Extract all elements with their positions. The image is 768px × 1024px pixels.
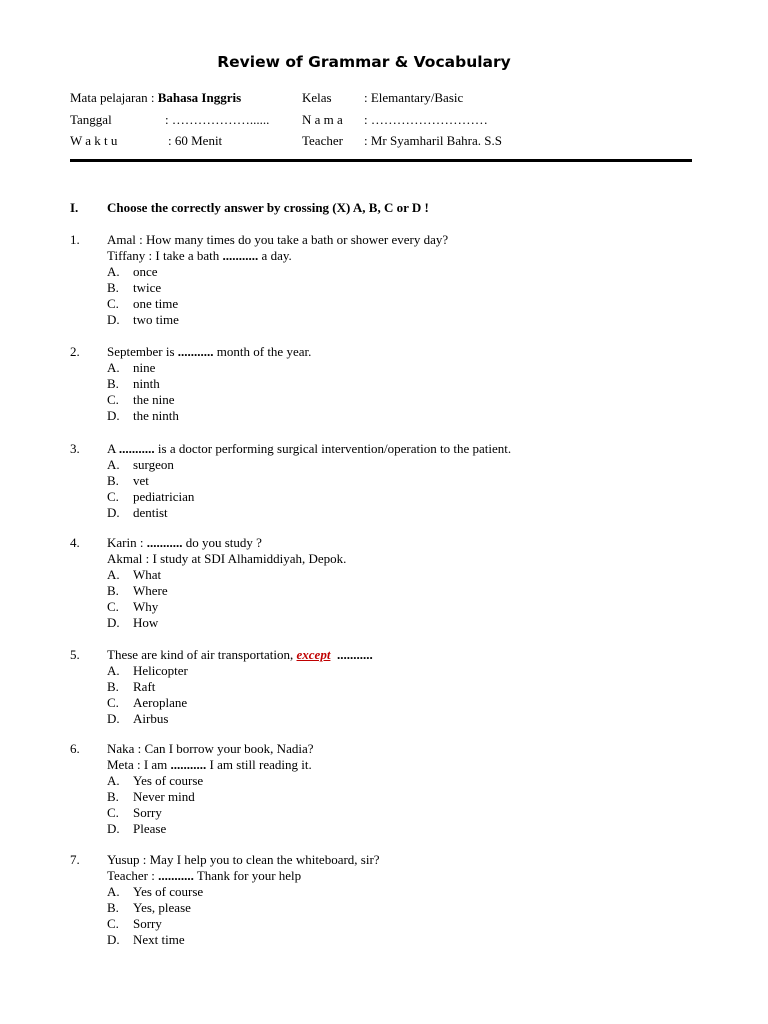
answer-blank: ........... — [170, 757, 207, 772]
name-label: N a m a — [302, 112, 343, 127]
question-text: These are kind of air transportation, except ........... — [107, 647, 373, 662]
header-divider — [70, 159, 692, 162]
option-b[interactable]: B. Where — [107, 583, 168, 598]
question-text: Akmal : I study at SDI Alhamiddiyah, Depok. — [107, 551, 347, 566]
option-b[interactable]: B. Never mind — [107, 789, 195, 804]
option-b[interactable]: B. Yes, please — [107, 900, 191, 915]
question-6 — [70, 741, 710, 837]
question-number: 2. — [70, 344, 80, 359]
subject-value: Bahasa Inggris — [157, 90, 242, 105]
option-a[interactable]: A. surgeon — [107, 457, 174, 472]
question-1 — [70, 232, 710, 328]
class-label: Kelas — [302, 90, 332, 105]
question-number: 6. — [70, 741, 80, 756]
option-b[interactable]: B. vet — [107, 473, 149, 488]
option-d[interactable]: D. dentist — [107, 505, 168, 520]
time-label: W a k t u — [70, 133, 118, 148]
except-keyword: except — [296, 647, 331, 662]
option-c[interactable]: C. Aeroplane — [107, 695, 188, 710]
option-d[interactable]: D. Please — [107, 821, 167, 836]
section-instruction: Choose the correctly answer by crossing (X) A, B, C or D ! — [107, 200, 429, 215]
answer-blank: ........... — [336, 647, 373, 662]
option-a[interactable]: A. What — [107, 567, 162, 582]
option-c[interactable]: C. Why — [107, 599, 159, 614]
date-value: : ………………...... — [165, 112, 270, 127]
class-value: : Elemantary/Basic — [364, 90, 464, 105]
option-c[interactable]: C. Sorry — [107, 805, 162, 820]
question-text: Tiffany : I take a bath ........... a day. — [107, 248, 292, 263]
question-3 — [70, 441, 710, 521]
time-value: : 60 Menit — [168, 133, 223, 148]
option-c[interactable]: C. the nine — [107, 392, 175, 407]
question-text: A ........... is a doctor performing surgical intervention/operation to the patient. — [107, 441, 512, 456]
subject-label: Mata pelajaran : — [70, 90, 155, 105]
question-text: Naka : Can I borrow your book, Nadia? — [107, 741, 314, 756]
option-c[interactable]: C. pediatrician — [107, 489, 195, 504]
answer-blank: ........... — [177, 344, 214, 359]
question-text: Karin : ........... do you study ? — [107, 535, 262, 550]
option-a[interactable]: A. nine — [107, 360, 156, 375]
option-a[interactable]: A. Yes of course — [107, 773, 204, 788]
question-number: 7. — [70, 852, 80, 867]
question-number: 3. — [70, 441, 80, 456]
question-7 — [70, 852, 710, 948]
teacher-label: Teacher — [302, 133, 343, 148]
option-d[interactable]: D. two time — [107, 312, 179, 327]
option-b[interactable]: B. ninth — [107, 376, 160, 391]
question-text: Teacher : ........... Thank for your help — [107, 868, 302, 883]
option-d[interactable]: D. the ninth — [107, 408, 179, 423]
question-text: Meta : I am ........... I am still reading it. — [107, 757, 312, 772]
answer-blank: ........... — [118, 441, 155, 456]
question-number: 1. — [70, 232, 80, 247]
page-title: Review of Grammar & Vocabulary — [217, 53, 511, 71]
option-d[interactable]: D. Airbus — [107, 711, 169, 726]
option-d[interactable]: D. How — [107, 615, 159, 630]
name-value: : ……………………… — [364, 112, 488, 127]
option-c[interactable]: C. one time — [107, 296, 179, 311]
question-number: 5. — [70, 647, 80, 662]
option-a[interactable]: A. Helicopter — [107, 663, 188, 678]
answer-blank: ........... — [146, 535, 183, 550]
question-text: Yusup : May I help you to clean the whiteboard, sir? — [107, 852, 380, 867]
question-2 — [70, 344, 710, 424]
subject-field — [70, 90, 241, 106]
option-b[interactable]: B. Raft — [107, 679, 156, 694]
question-5 — [70, 647, 710, 727]
option-d[interactable]: D. Next time — [107, 932, 185, 947]
answer-blank: ........... — [158, 868, 194, 883]
option-a[interactable]: A. Yes of course — [107, 884, 204, 899]
question-text: September is ........... month of the year. — [107, 344, 312, 359]
option-a[interactable]: A. once — [107, 264, 158, 279]
section-number: I. — [70, 200, 79, 215]
answer-blank: ........... — [222, 248, 259, 263]
option-b[interactable]: B. twice — [107, 280, 162, 295]
question-4 — [70, 535, 710, 631]
question-text: Amal : How many times do you take a bath or shower every day? — [107, 232, 449, 247]
question-number: 4. — [70, 535, 80, 550]
option-c[interactable]: C. Sorry — [107, 916, 162, 931]
teacher-value: : Mr Syamharil Bahra. S.S — [364, 133, 502, 148]
date-label: Tanggal — [70, 112, 112, 127]
